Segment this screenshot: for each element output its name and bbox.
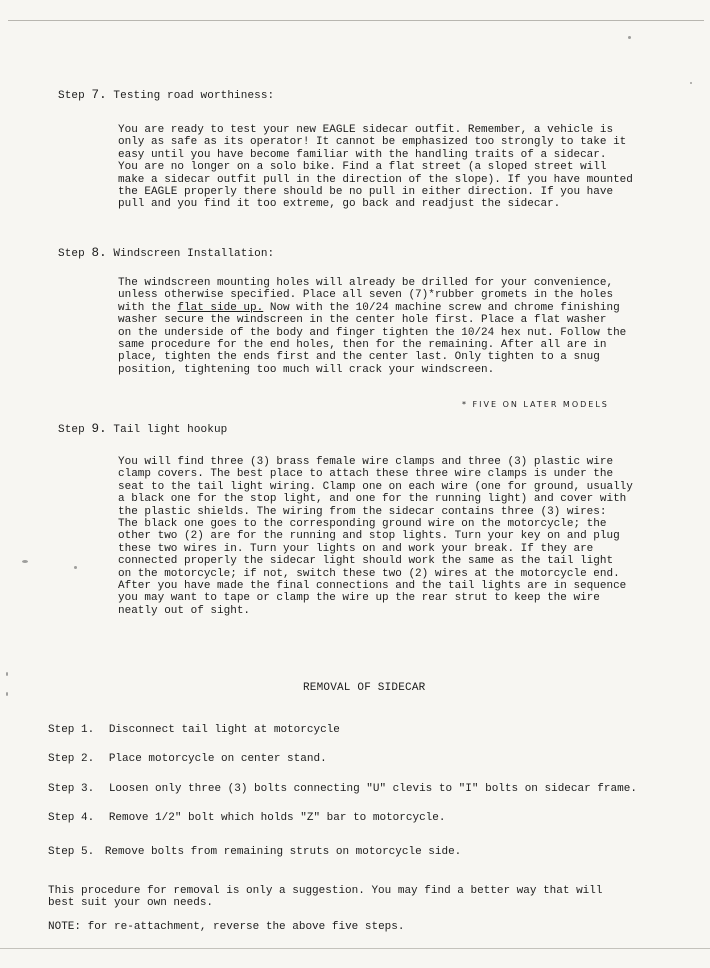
text-line: You are ready to test your new EAGLE sidecar outfit. Remember, a vehicle is xyxy=(118,124,614,136)
text-line: on the motorcycle; if not, switch these two (2) wires at the motorcycle end. xyxy=(118,567,620,580)
step-9-heading xyxy=(58,422,227,436)
text-line: on the underside of the body and finger tighten the 10/24 hex nut. Follow the xyxy=(118,326,627,339)
step-number: 5. xyxy=(81,846,95,858)
scan-speck xyxy=(690,82,692,84)
step-number: 7. xyxy=(91,88,107,102)
step-title: Windscreen Installation: xyxy=(113,248,275,260)
text-line: You will find three (3) brass female wire clamps and three (3) plastic wire xyxy=(118,456,614,468)
text-line: seat to the tail light wiring. Clamp one on each wire (one for ground, usually xyxy=(118,480,633,493)
step-label: Step xyxy=(58,248,85,260)
underlined-text: flat side up. xyxy=(177,301,264,314)
removal-step-3 xyxy=(48,783,637,795)
text-line: you may want to tape or clamp the wire up the rear strut to keep the wire xyxy=(118,592,600,605)
step-label: Step xyxy=(48,753,75,765)
text-line: best suit your own needs. xyxy=(48,897,214,910)
text-line: these two wires in. Turn your lights on and work your break. If they are xyxy=(118,542,594,555)
step-text: Loosen only three (3) bolts connecting "U" clevis to "I" bolts on sidecar frame. xyxy=(108,783,637,795)
step-number: 1. xyxy=(81,724,95,736)
bottom-rule xyxy=(0,948,710,949)
step-text: Place motorcycle on center stand. xyxy=(108,753,327,765)
text-line xyxy=(118,302,626,314)
text-line: position, tightening too much will crack your windscreen. xyxy=(118,363,495,376)
text-line: easy until you have become familiar with the handling traits of a sidecar. xyxy=(118,148,607,161)
text-line: You are no longer on a solo bike. Find a flat street (a sloped street will xyxy=(118,161,607,174)
text-line: clamp covers. The best place to attach these three wire clamps is under the xyxy=(118,468,614,481)
step-7-body xyxy=(118,124,633,211)
scan-speck xyxy=(6,672,8,676)
text-line: unless otherwise specified. Place all seven (7)*rubber gromets in the holes xyxy=(118,289,614,302)
step-text: Remove 1/2" bolt which holds "Z" bar to motorcycle. xyxy=(108,812,446,824)
text-fragment: with the xyxy=(118,301,171,314)
scan-speck xyxy=(22,560,28,563)
text-line: a black one for the stop light, and one for the running light) and cover with xyxy=(118,493,627,506)
text-line: pull and you find it too extreme, go back and readjust the sidecar. xyxy=(118,198,561,211)
scan-speck xyxy=(628,36,631,39)
step-title: Testing road worthiness: xyxy=(113,90,275,102)
text-line: connected properly the sidecar light should work the same as the tail light xyxy=(118,555,614,568)
step-title: Tail light hookup xyxy=(113,424,228,436)
closing-paragraph xyxy=(48,885,603,910)
text-fragment: Now with the 10/24 machine screw and chrome finishing xyxy=(269,301,620,314)
section-title: REMOVAL OF SIDECAR xyxy=(303,682,426,694)
reattachment-note xyxy=(48,921,404,933)
text-line: only as safe as its operator! It cannot be emphasized too strongly to take it xyxy=(118,136,627,149)
scan-speck xyxy=(74,566,77,569)
step-number: 9. xyxy=(91,422,107,436)
text-line: other two (2) are for the running and stop lights. Turn your key on and plug xyxy=(118,530,620,543)
step-number: 2. xyxy=(81,753,95,765)
step-8-body xyxy=(118,277,626,376)
removal-step-5 xyxy=(48,846,461,858)
step-label: Step xyxy=(48,724,75,736)
text-line: The windscreen mounting holes will already be drilled for your convenience, xyxy=(118,277,614,289)
note-label: NOTE: xyxy=(48,921,82,933)
note-text: for re-attachment, reverse the above five steps. xyxy=(87,921,405,933)
text-line: After you have made the final connections and the tail lights are in sequence xyxy=(118,580,627,593)
step-text: Disconnect tail light at motorcycle xyxy=(108,724,340,736)
text-line: make a sidecar outfit pull in the direction of the slope). If you have mounted xyxy=(118,173,633,186)
step-text: Remove bolts from remaining struts on motorcycle side. xyxy=(104,846,462,858)
removal-step-4 xyxy=(48,812,445,824)
step-number: 3. xyxy=(81,783,95,795)
text-line: neatly out of sight. xyxy=(118,604,251,617)
removal-step-2 xyxy=(48,753,327,765)
step-label: Step xyxy=(58,90,85,102)
text-line: washer secure the windscreen in the center hole first. Place a flat washer xyxy=(118,314,607,327)
scan-speck xyxy=(6,692,8,696)
handwritten-note: * FIVE ON LATER MODELS xyxy=(462,400,609,409)
step-label: Step xyxy=(58,424,85,436)
step-9-body xyxy=(118,456,633,617)
text-line: the EAGLE properly there should be no pull in either direction. If you have xyxy=(118,186,614,199)
text-line: place, tighten the ends first and the center last. Only tighten to a snug xyxy=(118,351,600,364)
step-8-heading xyxy=(58,246,274,260)
text-line: This procedure for removal is only a suggestion. You may find a better way that will xyxy=(48,885,603,897)
step-number: 8. xyxy=(91,246,107,260)
step-label: Step xyxy=(48,812,75,824)
top-rule xyxy=(8,20,704,21)
removal-step-1 xyxy=(48,724,340,736)
text-line: The black one goes to the corresponding ground wire on the motorcycle; the xyxy=(118,518,607,531)
step-7-heading xyxy=(58,88,274,102)
step-number: 4. xyxy=(81,812,95,824)
step-label: Step xyxy=(48,846,75,858)
step-label: Step xyxy=(48,783,75,795)
text-line: the plastic shields. The wiring from the sidecar contains three (3) wires: xyxy=(118,505,607,518)
text-line: same procedure for the end holes, then for the remaining. After all are in xyxy=(118,339,607,352)
